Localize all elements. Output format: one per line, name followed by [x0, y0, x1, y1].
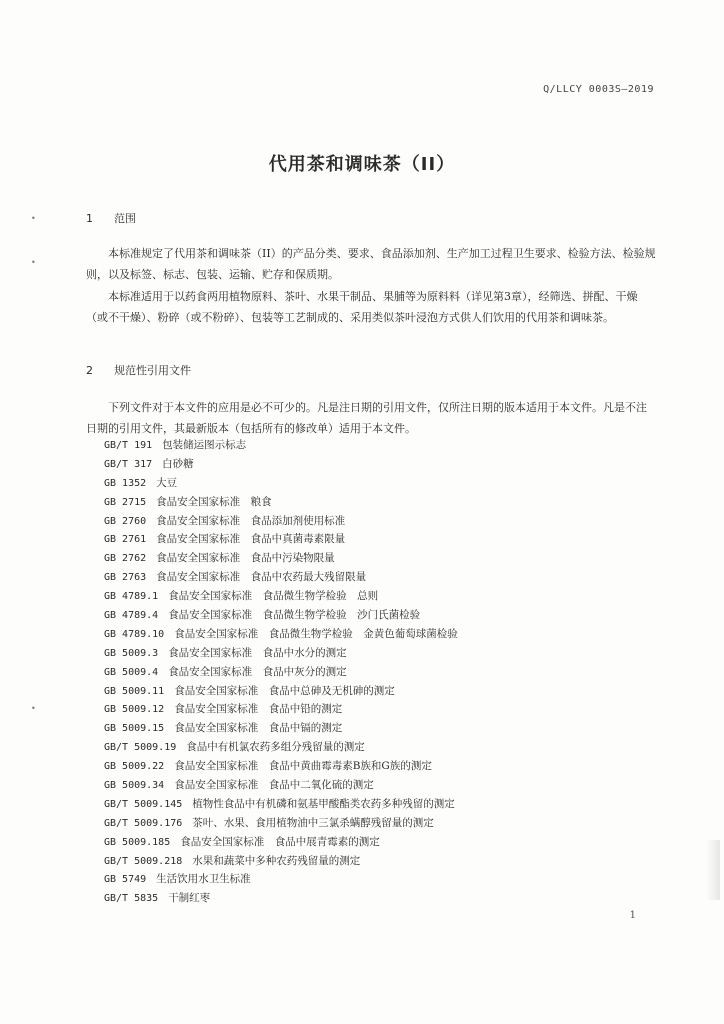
references-intro: 下列文件对于本文件的应用是必不可少的。凡是注日期的引用文件，仅所注日期的版本适用于本文件。凡是不注日期的引用文件，其最新版本（包括所有的修改单）适用于本文件。: [86, 401, 647, 435]
reference-code: GB 5009.3: [104, 647, 159, 659]
reference-item: [104, 644, 664, 663]
reference-item: [104, 719, 664, 738]
section-title: 规范性引用文件: [114, 364, 191, 377]
reference-title: 包装储运图示标志: [162, 439, 247, 451]
section-number: 2: [86, 364, 93, 377]
reference-code: GB/T 5009.145: [104, 798, 183, 810]
reference-title: 大豆: [156, 476, 178, 489]
reference-title: 植物性食品中有机磷和氨基甲酸酯类农药多种残留的测定: [192, 797, 455, 810]
scan-edge-shadow: [706, 840, 720, 900]
reference-title: 茶叶、水果、食用植物油中三氯杀螨醇残留量的测定: [192, 816, 434, 829]
page-number: 1: [629, 910, 636, 921]
scope-paragraph-1: 本标准规定了代用茶和调味茶（II）的产品分类、要求、食品添加剂、生产加工过程卫生要求、检验方法、检验规则，以及标签、标志、包装、运输、贮存和保质期。: [86, 247, 656, 281]
reference-item: [104, 814, 664, 833]
reference-code: GB 2763: [104, 572, 147, 584]
reference-code: GB 4789.4: [104, 610, 159, 622]
reference-code: GB/T 317: [104, 458, 153, 470]
reference-code: GB 2715: [104, 496, 147, 508]
reference-title: 水果和蔬菜中多种农药残留量的测定: [192, 854, 361, 867]
reference-item: [104, 512, 664, 531]
reference-title: 白砂糖: [162, 457, 194, 470]
reference-code: GB/T 5009.176: [104, 817, 183, 829]
reference-code: GB 5009.22: [104, 761, 165, 773]
margin-dot: •: [31, 214, 36, 223]
reference-item: [104, 549, 664, 568]
reference-title: 食品安全国家标准 食品微生物学检验 总则: [168, 590, 379, 603]
reference-code: GB 4789.10: [104, 628, 165, 640]
reference-title: 食品安全国家标准 食品中铅的测定: [174, 703, 343, 716]
reference-item: [104, 870, 664, 889]
scope-paragraph-2: 本标准适用于以药食两用植物原料、茶叶、水果干制品、果脯等为原料料（详见第3章），经筛选、拼配、干燥（或不干燥）、粉碎（或不粉碎）、包装等工艺制成的、采用类似茶叶浸泡方式供人们饮用的代用茶和调味茶。: [86, 290, 638, 324]
reference-item: [104, 493, 664, 512]
reference-title: 食品安全国家标准 食品微生物学检验 沙门氏菌检验: [168, 609, 421, 622]
reference-title: 食品中有机氯农药多组分残留量的测定: [186, 741, 365, 754]
reference-code: GB 5009.34: [104, 780, 165, 792]
reference-title: 食品安全国家标准 食品中黄曲霉毒素B族和G族的测定: [174, 760, 432, 773]
document-title: 代用茶和调味茶（II）: [268, 154, 456, 175]
reference-item: [104, 833, 664, 852]
margin-dot: •: [31, 704, 36, 713]
reference-item: [104, 530, 664, 549]
reference-code: GB/T 5835: [104, 893, 159, 905]
standard-code: Q/LLCY 0003S—2019: [543, 84, 654, 95]
reference-title: 食品安全国家标准 食品中真菌毒素限量: [156, 533, 346, 546]
reference-title: 食品安全国家标准 食品中镉的测定: [174, 722, 343, 735]
reference-code: GB/T 5009.19: [104, 742, 177, 754]
section-1-heading: [86, 210, 136, 226]
reference-code: GB 5009.185: [104, 836, 171, 848]
reference-item: [104, 625, 664, 644]
reference-code: GB 2760: [104, 515, 147, 527]
reference-item: [104, 795, 664, 814]
reference-title: 干制红枣: [168, 892, 211, 905]
reference-code: GB 5009.12: [104, 704, 165, 716]
reference-code: GB 1352: [104, 477, 147, 489]
reference-title: 食品安全国家标准 食品中水分的测定: [168, 646, 347, 659]
reference-code: GB 5009.15: [104, 723, 165, 735]
reference-code: GB 5009.11: [104, 685, 165, 697]
reference-code: GB 5009.4: [104, 666, 159, 678]
reference-title: 食品安全国家标准 食品微生物学检验 金黄色葡萄球菌检验: [174, 627, 458, 640]
reference-item: [104, 606, 664, 625]
reference-title: 食品安全国家标准 粮食: [156, 495, 272, 508]
reference-item: [104, 776, 664, 795]
reference-item: [104, 587, 664, 606]
reference-title: 食品安全国家标准 食品中二氧化硫的测定: [174, 779, 374, 792]
reference-title: 食品安全国家标准 食品添加剂使用标准: [156, 514, 346, 527]
reference-title: 食品安全国家标准 食品中总砷及无机砷的测定: [174, 684, 395, 697]
reference-item: [104, 757, 664, 776]
reference-item: [104, 889, 664, 908]
reference-title: 食品安全国家标准 食品中农药最大残留限量: [156, 571, 367, 584]
reference-item: [104, 852, 664, 871]
reference-code: GB 4789.1: [104, 591, 159, 603]
reference-title: 食品安全国家标准 食品中污染物限量: [156, 552, 335, 565]
references-list: [104, 436, 664, 908]
reference-code: GB/T 5009.218: [104, 855, 183, 867]
reference-item: [104, 663, 664, 682]
reference-item: [104, 682, 664, 701]
reference-item: [104, 455, 664, 474]
reference-item: [104, 568, 664, 587]
reference-item: [104, 436, 664, 455]
section-number: 1: [86, 212, 93, 225]
reference-title: 食品安全国家标准 食品中灰分的测定: [168, 665, 347, 678]
reference-title: 生活饮用水卫生标准: [156, 873, 251, 886]
section-2-heading: [86, 362, 191, 378]
reference-code: GB/T 191: [104, 440, 153, 451]
section-title: 范围: [114, 212, 136, 225]
reference-item: [104, 474, 664, 493]
reference-code: GB 2761: [104, 534, 147, 546]
reference-item: [104, 738, 664, 757]
reference-item: [104, 700, 664, 719]
reference-code: GB 2762: [104, 553, 147, 565]
reference-code: GB 5749: [104, 874, 147, 886]
margin-dot: •: [31, 258, 36, 267]
reference-title: 食品安全国家标准 食品中展青霉素的测定: [180, 835, 380, 848]
